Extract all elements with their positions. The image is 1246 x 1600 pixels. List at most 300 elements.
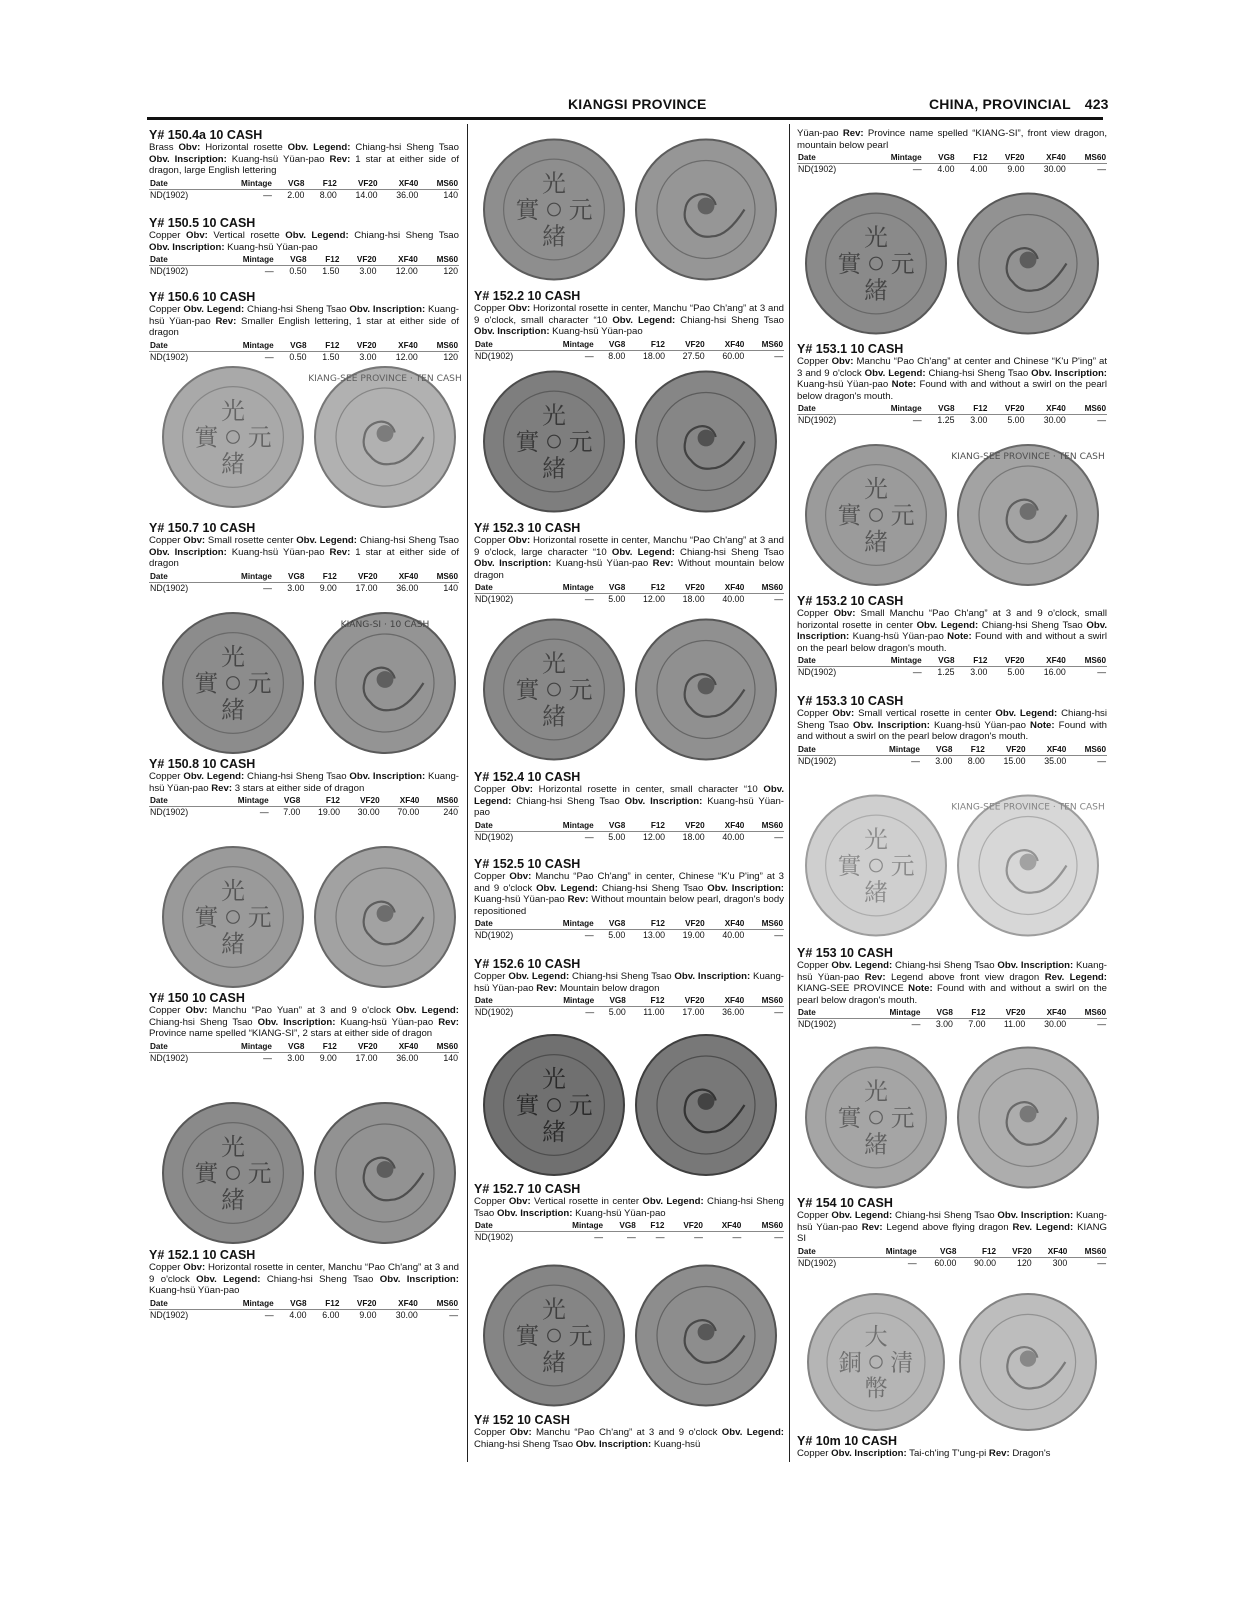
field-label: Obv: <box>186 230 208 241</box>
obverse-character: 實 <box>837 852 862 881</box>
field-label: Obv. Legend: <box>183 771 245 782</box>
coin-obverse <box>484 140 624 280</box>
field-text: Chiang-hsi Sheng Tsao <box>474 1196 784 1219</box>
obverse-character: 緒 <box>542 454 566 483</box>
obverse-character: 緒 <box>221 930 245 959</box>
coin-reverse <box>315 847 455 987</box>
obverse-character: 元 <box>247 903 272 932</box>
column-header: VF20 <box>666 996 706 1007</box>
value-cell: — <box>912 164 922 175</box>
entry-title: Y# 150.7 10 CASH <box>149 521 256 535</box>
field-text: Kuang-hsü Yüan-pao <box>849 631 948 643</box>
column-header: VF20 <box>666 340 706 351</box>
value-cell: — <box>1097 667 1106 678</box>
obverse-character: 緒 <box>864 1130 888 1159</box>
column-header: VG8 <box>604 1221 637 1232</box>
value-cell: 1.50 <box>322 351 340 362</box>
column-header: XF40 <box>706 583 746 594</box>
column-header: XF40 <box>1025 656 1066 667</box>
value-cell: 7.00 <box>283 807 301 818</box>
field-label: Rev: <box>988 1448 1010 1459</box>
value-cell: 5.00 <box>1007 667 1025 678</box>
value-cell: 11.00 <box>1003 1019 1026 1030</box>
column-header: Date <box>149 1042 217 1053</box>
value-cell: 9.00 <box>319 582 337 593</box>
value-cell: 3.00 <box>970 667 988 678</box>
value-table-header <box>797 404 1107 415</box>
field-label: Obv. Inscription: <box>997 960 1074 971</box>
entry-title: Y# 152.3 10 CASH <box>474 521 581 535</box>
coin-photo-svg <box>800 186 1104 341</box>
field-text: Chiang-hsi Sheng Tsao <box>597 882 708 894</box>
entry-description <box>474 871 784 917</box>
column-header: Mintage <box>866 656 923 667</box>
obverse-character: 緒 <box>864 528 888 557</box>
coin-obverse <box>163 613 303 753</box>
entry-description <box>474 535 784 581</box>
value-table-row <box>474 594 784 605</box>
column-header: XF40 <box>1033 1247 1069 1258</box>
coin-obverse <box>808 1294 944 1430</box>
coin-photo-pair <box>800 1040 1104 1195</box>
value-cell: ND(1902) <box>798 755 837 766</box>
column-header: VG8 <box>595 996 627 1007</box>
entry-title: Y# 153.3 10 CASH <box>797 694 904 708</box>
column-header: F12 <box>305 1042 337 1053</box>
entry-description <box>474 303 784 338</box>
column-header: VF20 <box>666 919 706 930</box>
field-text: Kuang-hsü Yüan-pao <box>929 719 1031 731</box>
coin-photo-svg <box>478 132 782 287</box>
column-header: VF20 <box>988 404 1025 415</box>
value-table <box>797 404 1107 425</box>
field-text: Found with and without a swirl on the pearl below dragon's mouth. <box>797 379 1107 402</box>
value-table-header <box>149 341 459 352</box>
field-label: Rev: <box>329 546 351 558</box>
obverse-character: 實 <box>194 1159 219 1188</box>
field-text: Kuang-hsü Yüan-pao <box>474 971 784 994</box>
field-text: Province name spelled “KIANG-SI”, 2 stars at either side of dragon <box>149 1028 433 1040</box>
value-cell: — <box>264 266 274 277</box>
field-text: Chiang-hsi Sheng Tsao <box>569 971 675 982</box>
coin-obverse <box>484 620 624 760</box>
catalog-entry <box>149 216 459 276</box>
field-text: Copper <box>474 1196 509 1207</box>
value-cell: — <box>1097 1257 1106 1268</box>
column-header: F12 <box>308 341 341 352</box>
obverse-character: 實 <box>515 196 540 225</box>
field-label: Note: <box>891 379 917 391</box>
value-cell: 120 <box>443 266 458 277</box>
value-cell: — <box>1097 1019 1106 1030</box>
value-table-row <box>797 667 1107 678</box>
entry-description <box>474 1427 784 1450</box>
value-cell: 70.00 <box>397 807 420 818</box>
column-header: F12 <box>308 1299 341 1310</box>
value-table <box>474 583 784 604</box>
column-header: MS60 <box>1067 656 1107 667</box>
field-text: Copper <box>474 971 509 982</box>
value-cell: — <box>1097 415 1106 426</box>
obverse-character: 銅 <box>838 1350 862 1377</box>
field-label: Obv. Inscription: <box>474 558 552 570</box>
value-cell: 5.00 <box>1007 415 1025 426</box>
value-table <box>797 153 1107 174</box>
column-header: MS60 <box>1067 404 1107 415</box>
entry-description <box>797 708 1107 743</box>
column-header: VG8 <box>595 919 627 930</box>
value-table-row <box>474 930 784 941</box>
entry-title: Y# 150.6 10 CASH <box>149 290 256 304</box>
value-table-header <box>474 340 784 351</box>
field-text: Copper <box>797 708 833 719</box>
column-header: VG8 <box>275 255 308 266</box>
value-cell: 8.00 <box>608 350 626 361</box>
column-header: F12 <box>308 255 341 266</box>
entry-title: Y# 152.4 10 CASH <box>474 770 581 784</box>
field-text: Chiang-hsi Sheng Tsao <box>474 1438 576 1450</box>
value-table-header <box>474 821 784 832</box>
column-header: VF20 <box>338 572 379 583</box>
catalog-entry <box>797 1196 1107 1268</box>
column-header: VF20 <box>340 1299 377 1310</box>
field-label: Obv: <box>508 535 531 546</box>
field-label: Obv: <box>511 784 533 795</box>
obverse-character: 大 <box>864 1324 888 1351</box>
value-table-header <box>474 1221 784 1232</box>
value-cell: 14.00 <box>355 189 378 200</box>
value-table <box>149 796 459 817</box>
column-header: XF40 <box>1027 745 1068 756</box>
field-label: Obv: <box>183 1262 206 1273</box>
value-cell: ND(1902) <box>475 1007 514 1018</box>
coin-photo-pair <box>800 440 1104 590</box>
entry-description <box>797 1210 1107 1245</box>
catalog-entry <box>149 757 459 817</box>
column-header: VG8 <box>918 1247 958 1258</box>
value-table-row <box>797 755 1107 766</box>
entry-description <box>149 1262 459 1297</box>
field-text: Kuang-hsü Yüan-pao <box>572 1207 666 1219</box>
entry-title: Y# 150 10 CASH <box>149 991 245 1005</box>
entry-description <box>149 1005 459 1040</box>
field-text: Chiang-hsi Sheng Tsao <box>260 1273 380 1285</box>
field-label: Rev: <box>652 558 674 570</box>
entry-title: Y# 154 10 CASH <box>797 1196 893 1210</box>
field-label: Obv. Inscription: <box>624 795 703 807</box>
value-table-header <box>474 583 784 594</box>
column-header: VF20 <box>997 1247 1033 1258</box>
catalog-entry <box>149 1248 459 1320</box>
column-header: MS60 <box>420 796 459 807</box>
coin-photo-pair <box>157 356 461 518</box>
column-header: Date <box>797 153 866 164</box>
catalog-entry <box>474 521 784 604</box>
value-cell: 5.00 <box>608 831 626 842</box>
value-cell: 13.00 <box>642 930 665 941</box>
field-label: Obv. Inscription: <box>149 241 225 253</box>
value-cell: — <box>911 1019 921 1030</box>
column-header: Mintage <box>540 583 594 594</box>
running-head <box>929 96 1109 112</box>
value-table-row <box>797 415 1107 426</box>
entry-title: Y# 152 10 CASH <box>474 1413 570 1427</box>
value-cell: 3.00 <box>970 415 988 426</box>
obverse-character: 元 <box>568 676 593 705</box>
obverse-character: 元 <box>247 423 272 452</box>
field-label: Obv. Inscription: <box>797 619 1107 643</box>
value-cell: 9.00 <box>319 1052 337 1063</box>
column-header: XF40 <box>377 1299 418 1310</box>
column-header: VF20 <box>986 1008 1026 1019</box>
entry-title: Y# 152.2 10 CASH <box>474 289 581 303</box>
field-text: Found with and without a swirl on the pearl below dragon's mouth. <box>797 983 1107 1006</box>
value-cell: ND(1902) <box>150 189 189 200</box>
field-text: Chiang-hsi Sheng Tsao <box>244 304 350 315</box>
country-title: CHINA, PROVINCIAL <box>929 96 1071 112</box>
field-label: Obv. Legend: <box>995 708 1058 719</box>
field-text: Smaller English lettering, 1 star at either side of dragon <box>149 315 459 339</box>
field-text: Chiang-hsi Sheng Tsao <box>511 795 625 807</box>
field-label: Rev. Legend: <box>1044 971 1107 983</box>
value-cell: ND(1902) <box>475 350 514 361</box>
value-table <box>797 656 1107 677</box>
value-cell: ND(1902) <box>150 807 189 818</box>
value-cell: ND(1902) <box>475 831 514 842</box>
header-rule <box>147 117 1103 120</box>
field-text: Legend above front view dragon <box>885 971 1045 983</box>
column-header: MS60 <box>745 996 784 1007</box>
column-header: Date <box>149 179 217 190</box>
coin-photo-pair <box>157 1098 461 1248</box>
value-cell: — <box>259 807 269 818</box>
field-text: Yüan-pao <box>797 128 843 139</box>
value-cell: 120 <box>443 351 458 362</box>
field-text: Kuang-hsü Yüan-pao <box>474 795 784 819</box>
catalog-entry <box>474 289 784 361</box>
column-header: Mintage <box>217 1042 273 1053</box>
entry-description <box>797 128 1107 151</box>
value-cell: 2.00 <box>287 189 305 200</box>
value-cell: 19.00 <box>317 807 340 818</box>
obverse-character: 元 <box>890 501 915 530</box>
entry-title: Y# 153.2 10 CASH <box>797 594 904 608</box>
value-cell: ND(1902) <box>150 1309 189 1320</box>
column-header: MS60 <box>742 1221 784 1232</box>
page-number: 423 <box>1084 96 1109 112</box>
field-label: Obv: <box>509 1427 532 1438</box>
column-header: XF40 <box>379 179 420 190</box>
column-header: VG8 <box>275 341 308 352</box>
obverse-character: 實 <box>515 428 540 457</box>
section-title: KIANGSI PROVINCE <box>568 96 707 112</box>
entry-title: Y# 150.4a 10 CASH <box>149 128 263 142</box>
field-label: Obv. Legend: <box>612 314 676 326</box>
value-table-row <box>149 1052 459 1063</box>
value-cell: — <box>655 1232 665 1243</box>
value-table-row <box>797 1257 1107 1268</box>
entry-title: Y# 152.1 10 CASH <box>149 1248 256 1262</box>
coin-obverse <box>806 1048 946 1188</box>
column-header: Date <box>149 341 218 352</box>
value-cell: ND(1902) <box>798 164 837 175</box>
obverse-character: 光 <box>542 649 566 678</box>
coin-photo-pair <box>478 1030 782 1180</box>
column-header: XF40 <box>706 340 746 351</box>
entry-title: Y# 153.1 10 CASH <box>797 342 904 356</box>
value-cell: ND(1902) <box>150 582 189 593</box>
value-cell: — <box>774 930 783 941</box>
column-header: Mintage <box>865 1008 921 1019</box>
column-header: Mintage <box>863 1247 917 1258</box>
obverse-character: 實 <box>515 676 540 705</box>
column-header: VG8 <box>273 179 305 190</box>
coin-reverse <box>308 367 461 507</box>
column-header: MS60 <box>1067 745 1107 756</box>
entry-title: Y# 150.8 10 CASH <box>149 757 256 771</box>
column-header: MS60 <box>419 1042 459 1053</box>
value-cell: 18.00 <box>682 594 705 605</box>
obverse-character: 光 <box>864 474 888 503</box>
coin-reverse <box>315 1103 455 1243</box>
value-table-header <box>797 1247 1107 1258</box>
field-label: Rev: <box>215 315 237 327</box>
column-header: Date <box>149 572 217 583</box>
field-label: Obv. Inscription: <box>707 882 784 894</box>
field-text: Copper <box>797 1210 832 1221</box>
value-cell: 27.50 <box>682 350 705 361</box>
value-cell: 4.00 <box>289 1309 307 1320</box>
value-cell: ND(1902) <box>475 930 514 941</box>
field-text: Copper <box>149 535 184 546</box>
value-cell: 3.00 <box>359 351 377 362</box>
reverse-legend: KIANG-SI · 10 CASH <box>340 620 430 630</box>
value-table <box>797 1247 1107 1268</box>
field-text: KIANG SI <box>797 1221 1107 1245</box>
value-cell: 35.00 <box>1044 755 1067 766</box>
value-cell: 3.00 <box>935 1019 953 1030</box>
coin-photo-svg <box>800 1292 1104 1432</box>
column-header: XF40 <box>706 821 746 832</box>
value-cell: — <box>627 1232 636 1243</box>
entry-title: Y# 10m 10 CASH <box>797 1434 898 1448</box>
column-header: F12 <box>301 796 341 807</box>
column-header: XF40 <box>381 796 421 807</box>
value-cell: 30.00 <box>1044 1019 1067 1030</box>
field-text: Kuang-hsü Yüan-pao <box>149 771 459 794</box>
field-label: Rev: <box>329 153 351 165</box>
value-cell: 30.00 <box>1043 164 1066 175</box>
coin-reverse <box>951 796 1104 936</box>
column-header: XF40 <box>377 255 418 266</box>
field-text: Chiang-hsi Sheng Tsao <box>892 960 998 971</box>
value-cell: 90.00 <box>974 1257 997 1268</box>
field-label: Obv. Legend: <box>831 960 893 971</box>
field-label: Obv. Legend: <box>508 971 570 982</box>
coin-obverse <box>806 445 946 585</box>
field-text: Chiang-hsi Sheng Tsao <box>350 142 459 153</box>
field-text: Copper <box>149 1005 186 1016</box>
column-header: F12 <box>305 572 337 583</box>
field-label: Obv: <box>833 608 856 619</box>
entry-description <box>797 1448 1107 1460</box>
value-cell: — <box>263 189 272 200</box>
value-cell: 12.00 <box>395 266 418 277</box>
value-table <box>149 572 459 593</box>
value-cell: 17.00 <box>682 1007 705 1018</box>
column-header: VG8 <box>921 1008 954 1019</box>
field-text: 1 star at either side of dragon <box>149 546 460 570</box>
coin-reverse <box>636 1266 776 1406</box>
column-header: Mintage <box>215 796 269 807</box>
column-header: VG8 <box>595 340 627 351</box>
column-divider <box>789 124 790 1462</box>
field-text: Without mountain below pearl, dragon's body repositioned <box>474 894 784 917</box>
value-cell: — <box>264 1309 274 1320</box>
column-header: Mintage <box>217 179 273 190</box>
coin-photo-svg <box>478 1030 782 1180</box>
field-text: Vertical rosette <box>207 230 286 241</box>
value-cell: 60.00 <box>722 350 745 361</box>
coin-obverse <box>806 194 946 334</box>
obverse-character: 幣 <box>864 1376 888 1403</box>
field-label: Obv. Legend: <box>183 304 245 315</box>
value-table-header <box>149 1042 459 1053</box>
entry-description <box>149 771 459 794</box>
entry-title: Y# 153 10 CASH <box>797 946 893 960</box>
field-text: Chiang-hsi Sheng Tsao <box>925 367 1032 379</box>
value-table <box>149 1299 459 1320</box>
value-cell: ND(1902) <box>475 594 514 605</box>
field-label: Note: <box>1030 719 1055 731</box>
field-text: Copper <box>797 960 832 971</box>
value-cell: — <box>912 667 922 678</box>
column-header: Mintage <box>540 340 594 351</box>
column-header: MS60 <box>419 1299 459 1310</box>
value-cell: 40.00 <box>722 594 745 605</box>
obverse-character: 光 <box>542 1064 566 1093</box>
coin-photo-pair <box>478 132 782 287</box>
field-text: Copper <box>797 608 834 619</box>
coin-photo-svg <box>800 788 1104 943</box>
column-header: VG8 <box>921 745 953 756</box>
column-header: XF40 <box>1026 1008 1067 1019</box>
column-header: Mintage <box>218 255 275 266</box>
field-text: Kuang-hsü Yüan-pao <box>797 960 1107 983</box>
field-label: Rev: <box>861 1221 883 1233</box>
value-cell: — <box>263 1052 272 1063</box>
column-header: XF40 <box>704 1221 742 1232</box>
field-label: Obv: <box>508 303 531 314</box>
obverse-character: 元 <box>568 1322 593 1351</box>
entry-description <box>797 960 1107 1006</box>
field-text: Copper <box>797 1448 832 1459</box>
value-table-header <box>797 1008 1107 1019</box>
coin-obverse <box>484 372 624 512</box>
value-cell: 0.50 <box>289 351 307 362</box>
value-cell: 4.00 <box>937 164 955 175</box>
column-header: MS60 <box>419 255 459 266</box>
field-text: Copper <box>149 304 184 315</box>
column-header: Mintage <box>540 821 594 832</box>
field-text: Small rosette center <box>205 535 297 546</box>
value-table-header <box>474 919 784 930</box>
column-header: Mintage <box>218 1299 275 1310</box>
field-text: Horizontal rosette in center, Manchu “Pao Ch'ang” at 3 and 9 o'clock, small character “10 <box>474 303 784 326</box>
value-table <box>474 1221 784 1242</box>
coin-obverse <box>163 1103 303 1243</box>
value-cell: 8.00 <box>967 755 985 766</box>
